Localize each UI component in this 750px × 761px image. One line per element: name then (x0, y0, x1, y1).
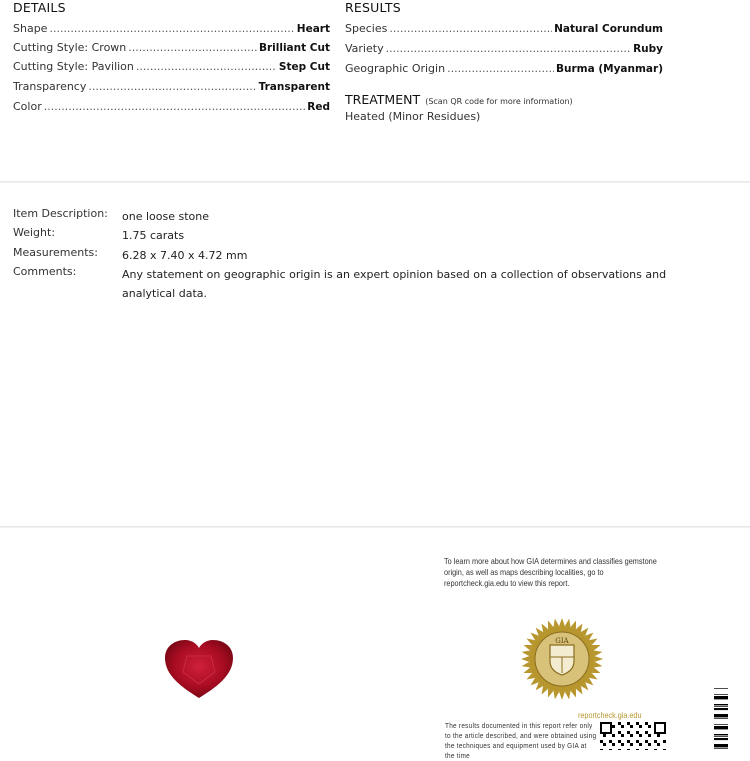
result-value: Natural Corundum (554, 23, 663, 35)
leader-dots (88, 80, 256, 93)
gia-seal-icon (520, 617, 604, 701)
detail-row (13, 40, 330, 54)
detail-label: Cutting Style: Crown (13, 41, 127, 54)
disclaimer-text: The results documented in this report refer only to the article described, and were obtained using the techniques and equipment used by GIA at the time (445, 721, 597, 760)
details-heading: DETAILS (13, 0, 66, 15)
detail-value: Brilliant Cut (258, 42, 330, 54)
leader-dots (49, 22, 294, 35)
leader-dots (44, 100, 306, 113)
leader-dots (389, 22, 552, 35)
item-description-row (13, 207, 667, 226)
item-value: one loose stone (122, 210, 209, 223)
result-label: Geographic Origin (345, 62, 446, 75)
result-value: Burma (Myanmar) (556, 63, 663, 75)
weight-row (13, 226, 667, 245)
comments-row (13, 265, 667, 303)
measurements-row (13, 246, 667, 265)
detail-value: Red (307, 101, 330, 113)
leader-dots (136, 60, 277, 73)
result-row (345, 21, 663, 35)
treatment-heading: TREATMENT (345, 92, 421, 107)
barcode-icon (714, 688, 730, 750)
detail-row (13, 59, 330, 73)
reportcheck-link[interactable]: reportcheck.gia.edu (578, 710, 642, 720)
result-label: Variety (345, 42, 384, 55)
result-row (345, 41, 663, 55)
item-value: 6.28 x 7.40 x 4.72 mm (122, 249, 248, 262)
seal-text: GIA (555, 637, 569, 645)
detail-row (13, 99, 330, 113)
item-value: Any statement on geographic origin is an expert opinion based on a collection of observations and analytical data. (122, 268, 667, 300)
result-row (345, 61, 663, 75)
item-label: Measurements: (13, 246, 98, 259)
item-label: Weight: (13, 226, 56, 239)
detail-row (13, 79, 330, 93)
treatment-note: (Scan QR code for more information) (425, 97, 573, 106)
treatment-value: Heated (Minor Residues) (345, 110, 481, 123)
detail-label: Cutting Style: Pavilion (13, 60, 134, 73)
fold-line (0, 526, 750, 528)
detail-value: Step Cut (278, 61, 330, 73)
item-label: Comments: (13, 265, 77, 278)
fold-line (0, 181, 750, 183)
results-heading: RESULTS (345, 0, 401, 15)
leader-dots (447, 62, 554, 75)
result-label: Species (345, 22, 388, 35)
detail-row (13, 21, 330, 35)
detail-label: Transparency (13, 80, 87, 93)
leader-dots (128, 41, 257, 54)
detail-value: Heart (296, 23, 330, 35)
result-value: Ruby (633, 43, 663, 55)
qr-code-icon[interactable] (600, 722, 666, 750)
learn-more-text: To learn more about how GIA determines and classifies gemstone origin, as well as maps describing localities, go to reportcheck.gia.edu to view this report. (444, 556, 657, 588)
detail-label: Shape (13, 22, 48, 35)
item-label: Item Description: (13, 207, 108, 220)
treatment-heading-line (345, 89, 573, 108)
leader-dots (386, 42, 631, 55)
ruby-heart-image (163, 638, 235, 700)
item-value: 1.75 carats (122, 229, 185, 242)
detail-label: Color (13, 100, 42, 113)
detail-value: Transparent (258, 81, 330, 93)
